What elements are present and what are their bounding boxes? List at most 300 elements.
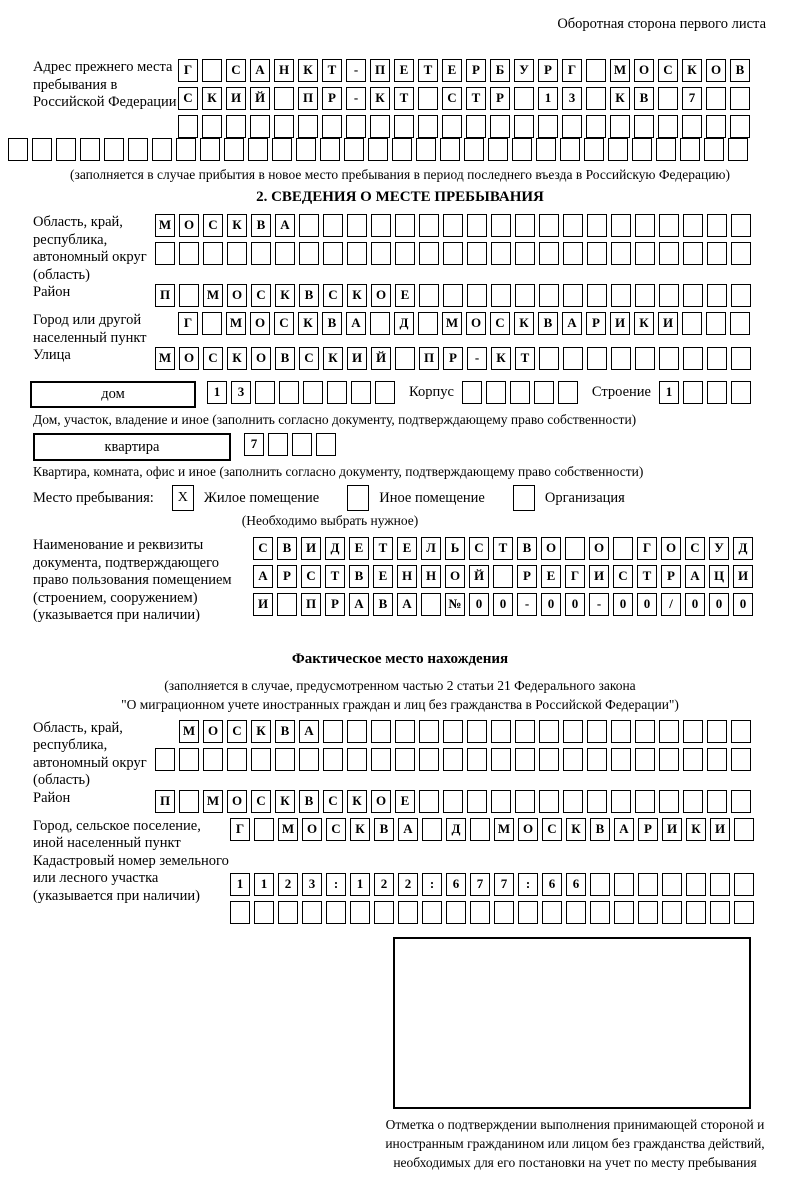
char-box [320, 138, 340, 161]
fact-city-row [230, 818, 758, 841]
char-box [347, 242, 367, 265]
char-box: - [346, 87, 366, 110]
char-box: И [226, 87, 246, 110]
char-box: Т [418, 59, 438, 82]
char-box: Т [394, 87, 414, 110]
char-box [462, 381, 482, 404]
char-box: К [634, 312, 654, 335]
char-box [707, 720, 727, 743]
option-label-other-premises: Иное помещение [379, 489, 485, 506]
prev-address-row-2 [178, 87, 754, 110]
street-row [155, 347, 755, 370]
fact-region-block [0, 720, 800, 790]
char-box: 0 [709, 593, 729, 616]
char-box [251, 242, 271, 265]
char-box [488, 138, 508, 161]
char-box: О [302, 818, 322, 841]
char-box: А [397, 593, 417, 616]
char-box [418, 312, 438, 335]
char-box: : [518, 873, 538, 896]
char-box [230, 901, 250, 924]
char-box [707, 748, 727, 771]
char-box [255, 381, 275, 404]
char-box [299, 214, 319, 237]
char-box [734, 873, 754, 896]
char-box: М [155, 347, 175, 370]
char-box: С [178, 87, 198, 110]
char-box: К [227, 347, 247, 370]
char-box: А [253, 565, 273, 588]
char-box [638, 873, 658, 896]
char-box [682, 115, 702, 138]
char-box: С [490, 312, 510, 335]
char-box: К [566, 818, 586, 841]
char-box: С [442, 87, 462, 110]
char-box [587, 790, 607, 813]
house-cells [207, 381, 399, 404]
char-box [371, 748, 391, 771]
char-box [296, 138, 316, 161]
char-box [491, 748, 511, 771]
char-box [707, 347, 727, 370]
char-box [56, 138, 76, 161]
char-box [443, 748, 463, 771]
char-box [323, 214, 343, 237]
char-box: Й [371, 347, 391, 370]
char-box [443, 242, 463, 265]
char-box: С [251, 284, 271, 307]
char-box: К [347, 790, 367, 813]
char-box: Г [565, 565, 585, 588]
char-box [395, 242, 415, 265]
char-box: Ь [445, 537, 465, 560]
char-box [610, 115, 630, 138]
char-box: 6 [446, 873, 466, 896]
char-box [686, 901, 706, 924]
char-box [202, 59, 222, 82]
city-block [0, 312, 800, 347]
char-box: В [322, 312, 342, 335]
street-label: Улица [33, 347, 71, 363]
char-box [658, 87, 678, 110]
char-box: 6 [566, 873, 586, 896]
char-box: В [373, 593, 393, 616]
char-box [467, 284, 487, 307]
char-box [704, 138, 724, 161]
char-box: К [610, 87, 630, 110]
char-box: Г [230, 818, 250, 841]
char-box [227, 242, 247, 265]
char-box [104, 138, 124, 161]
stay-type-note: (Необходимо выбрать нужное) [241, 513, 419, 528]
house-widebox: дом [30, 381, 196, 408]
char-box [368, 138, 388, 161]
char-box: П [155, 284, 175, 307]
document-row-1 [253, 537, 757, 560]
char-box [392, 138, 412, 161]
char-box: / [661, 593, 681, 616]
apartment-widebox: квартира [33, 433, 231, 461]
char-box [299, 242, 319, 265]
stay-type-block [0, 485, 800, 511]
char-box [464, 138, 484, 161]
char-box [683, 284, 703, 307]
char-box: С [323, 790, 343, 813]
char-box: П [155, 790, 175, 813]
char-box [351, 381, 371, 404]
char-box [635, 214, 655, 237]
char-box [587, 242, 607, 265]
char-box [272, 138, 292, 161]
char-box: А [250, 59, 270, 82]
char-box [510, 381, 530, 404]
char-box: Е [395, 790, 415, 813]
char-box: С [253, 537, 273, 560]
char-box [443, 790, 463, 813]
char-box [542, 901, 562, 924]
char-box [419, 214, 439, 237]
char-box [416, 138, 436, 161]
char-box: Ц [709, 565, 729, 588]
char-box [563, 242, 583, 265]
char-box: К [686, 818, 706, 841]
prev-address-cells [178, 59, 754, 138]
char-box [179, 242, 199, 265]
char-box: Г [178, 312, 198, 335]
char-box [422, 901, 442, 924]
char-box [587, 720, 607, 743]
char-box [254, 818, 274, 841]
char-box: - [346, 59, 366, 82]
char-box [539, 214, 559, 237]
char-box: Т [373, 537, 393, 560]
char-box [707, 381, 727, 404]
char-box [398, 901, 418, 924]
char-box [731, 347, 751, 370]
stamp-box [393, 937, 751, 1109]
char-box: Н [421, 565, 441, 588]
char-box [515, 242, 535, 265]
char-box: 7 [244, 433, 264, 456]
char-box: С [203, 214, 223, 237]
char-box: В [374, 818, 394, 841]
char-box: М [226, 312, 246, 335]
char-box [490, 115, 510, 138]
char-box [514, 115, 534, 138]
char-box [515, 214, 535, 237]
char-box [344, 138, 364, 161]
char-box: Р [325, 593, 345, 616]
char-box: С [469, 537, 489, 560]
char-box: О [179, 347, 199, 370]
char-box: Е [349, 537, 369, 560]
char-box: Е [394, 59, 414, 82]
char-box [395, 347, 415, 370]
char-box [323, 748, 343, 771]
char-box: К [370, 87, 390, 110]
char-box [656, 138, 676, 161]
char-box: О [250, 312, 270, 335]
char-box [493, 565, 513, 588]
char-box [446, 901, 466, 924]
char-box: Р [277, 565, 297, 588]
section2-title: 2. СВЕДЕНИЯ О МЕСТЕ ПРЕБЫВАНИЯ [256, 189, 544, 205]
prev-address-label: Адрес прежнего места пребывания в Российской Федерации [33, 59, 177, 110]
char-box: М [155, 214, 175, 237]
char-box: Е [442, 59, 462, 82]
stroenie-label: Строение [591, 384, 651, 400]
char-box [226, 115, 246, 138]
char-box [491, 284, 511, 307]
char-box [466, 115, 486, 138]
prev-address-row-3 [178, 115, 754, 138]
char-box [538, 115, 558, 138]
char-box: К [275, 790, 295, 813]
apartment-caption: Квартира, комната, офис и иное (заполнить согласно документу, подтверждающему право собственности) [33, 464, 644, 479]
char-box: 0 [733, 593, 753, 616]
char-box [419, 284, 439, 307]
stroenie-cells [659, 381, 755, 404]
char-box: Б [490, 59, 510, 82]
char-box: К [514, 312, 534, 335]
char-box [611, 284, 631, 307]
char-box [443, 284, 463, 307]
char-box: О [203, 720, 223, 743]
char-box: М [203, 790, 223, 813]
char-box: В [251, 214, 271, 237]
char-box [515, 748, 535, 771]
char-box [418, 115, 438, 138]
char-box [323, 720, 343, 743]
region-row-2 [155, 242, 755, 265]
option-label-residential: Жилое помещение [203, 489, 320, 506]
char-box: Е [373, 565, 393, 588]
char-box [539, 748, 559, 771]
char-box [659, 214, 679, 237]
char-box: А [614, 818, 634, 841]
char-box [374, 901, 394, 924]
char-box: О [227, 790, 247, 813]
char-box: А [346, 312, 366, 335]
char-box [179, 284, 199, 307]
char-box: В [349, 565, 369, 588]
char-box: У [709, 537, 729, 560]
char-box: Р [466, 59, 486, 82]
char-box: И [347, 347, 367, 370]
char-box [494, 901, 514, 924]
char-box [350, 901, 370, 924]
char-box [8, 138, 28, 161]
char-box: Е [395, 284, 415, 307]
char-box [491, 214, 511, 237]
char-box: К [227, 214, 247, 237]
char-box [299, 748, 319, 771]
char-box: М [494, 818, 514, 841]
char-box [440, 138, 460, 161]
char-box: С [274, 312, 294, 335]
char-box [659, 748, 679, 771]
district-row [155, 284, 755, 307]
char-box [659, 284, 679, 307]
char-box: К [202, 87, 222, 110]
char-box: Д [733, 537, 753, 560]
char-box: М [203, 284, 223, 307]
char-box [707, 790, 727, 813]
char-box: 2 [374, 873, 394, 896]
char-box [419, 242, 439, 265]
char-box [658, 115, 678, 138]
char-box: О [227, 284, 247, 307]
char-box [419, 720, 439, 743]
char-box: С [613, 565, 633, 588]
char-box [563, 720, 583, 743]
char-box: Т [322, 59, 342, 82]
char-box: М [179, 720, 199, 743]
char-box [611, 214, 631, 237]
char-box [608, 138, 628, 161]
char-box [590, 873, 610, 896]
char-box [730, 312, 750, 335]
char-box: 1 [254, 873, 274, 896]
char-box: 0 [613, 593, 633, 616]
char-box: Л [421, 537, 441, 560]
char-box: № [445, 593, 465, 616]
char-box [683, 720, 703, 743]
char-box: Р [517, 565, 537, 588]
char-box: О [634, 59, 654, 82]
char-box: Й [469, 565, 489, 588]
char-box: К [298, 59, 318, 82]
char-box [731, 748, 751, 771]
char-box [635, 720, 655, 743]
char-box [292, 433, 312, 456]
actual-location-note-2: "О миграционном учете иностранных граждан и лиц без гражданства в Российской Федерации") [121, 696, 679, 712]
char-box [518, 901, 538, 924]
char-box [563, 284, 583, 307]
char-box: 1 [538, 87, 558, 110]
char-box [662, 901, 682, 924]
char-box [683, 790, 703, 813]
char-box: : [326, 873, 346, 896]
char-box: С [301, 565, 321, 588]
char-box: И [733, 565, 753, 588]
char-box: С [299, 347, 319, 370]
char-box [586, 87, 606, 110]
char-box [275, 748, 295, 771]
char-box [467, 720, 487, 743]
char-box [558, 381, 578, 404]
stamp-caption: Отметка о подтверждении выполнения принимающей стороной и иностранным гражданином или лицом без гражданства действий, необходимых для его постановки на учет по месту пребывания [385, 1116, 765, 1170]
char-box [587, 748, 607, 771]
char-box: А [685, 565, 705, 588]
char-box [634, 115, 654, 138]
char-box: О [518, 818, 538, 841]
char-box: К [251, 720, 271, 743]
char-box [707, 242, 727, 265]
char-box [491, 720, 511, 743]
char-box: И [710, 818, 730, 841]
char-box [375, 381, 395, 404]
char-box [248, 138, 268, 161]
char-box [613, 537, 633, 560]
char-box [395, 214, 415, 237]
char-box: Р [661, 565, 681, 588]
char-box [563, 790, 583, 813]
char-box: С [227, 720, 247, 743]
document-row-2 [253, 565, 757, 588]
char-box [710, 901, 730, 924]
char-box: С [203, 347, 223, 370]
char-box [586, 59, 606, 82]
fact-city-block [0, 818, 800, 853]
char-box [710, 873, 730, 896]
stay-type-label: Место пребывания: [33, 489, 154, 506]
char-box [128, 138, 148, 161]
district-block [0, 284, 800, 312]
char-box: Т [325, 565, 345, 588]
char-box: А [562, 312, 582, 335]
char-box: В [590, 818, 610, 841]
region-block [0, 214, 800, 284]
fact-district-block [0, 790, 800, 818]
char-box: Н [274, 59, 294, 82]
char-box: О [661, 537, 681, 560]
char-box [32, 138, 52, 161]
char-box [683, 242, 703, 265]
char-box [707, 284, 727, 307]
char-box: В [538, 312, 558, 335]
char-box [371, 720, 391, 743]
char-box: В [517, 537, 537, 560]
char-box [443, 720, 463, 743]
char-box: И [589, 565, 609, 588]
char-box: 7 [470, 873, 490, 896]
char-box [277, 593, 297, 616]
char-box: К [682, 59, 702, 82]
char-box: О [371, 284, 391, 307]
region-label: Область, край, республика, автономный округ (область) [33, 214, 147, 283]
char-box [515, 790, 535, 813]
char-box [706, 312, 726, 335]
char-box [254, 901, 274, 924]
cadastral-block [0, 853, 800, 929]
char-box [686, 873, 706, 896]
option-label-organization: Организация [544, 489, 625, 506]
char-box [539, 720, 559, 743]
char-box [734, 818, 754, 841]
char-box: 0 [565, 593, 585, 616]
street-block [0, 347, 800, 375]
char-box [659, 347, 679, 370]
char-box [491, 790, 511, 813]
korpus-label: Корпус [409, 384, 454, 400]
char-box: Г [562, 59, 582, 82]
char-box [683, 381, 703, 404]
char-box [346, 115, 366, 138]
char-box [250, 115, 270, 138]
cadastral-row-1 [230, 873, 758, 896]
char-box [635, 347, 655, 370]
char-box [706, 115, 726, 138]
char-box: 0 [685, 593, 705, 616]
document-row-3 [253, 593, 757, 616]
char-box [491, 242, 511, 265]
char-box: Г [637, 537, 657, 560]
char-box [611, 347, 631, 370]
fact-city-label: Город, сельское поселение, иной населенный пункт [33, 817, 201, 851]
char-box [590, 901, 610, 924]
char-box: В [299, 790, 319, 813]
